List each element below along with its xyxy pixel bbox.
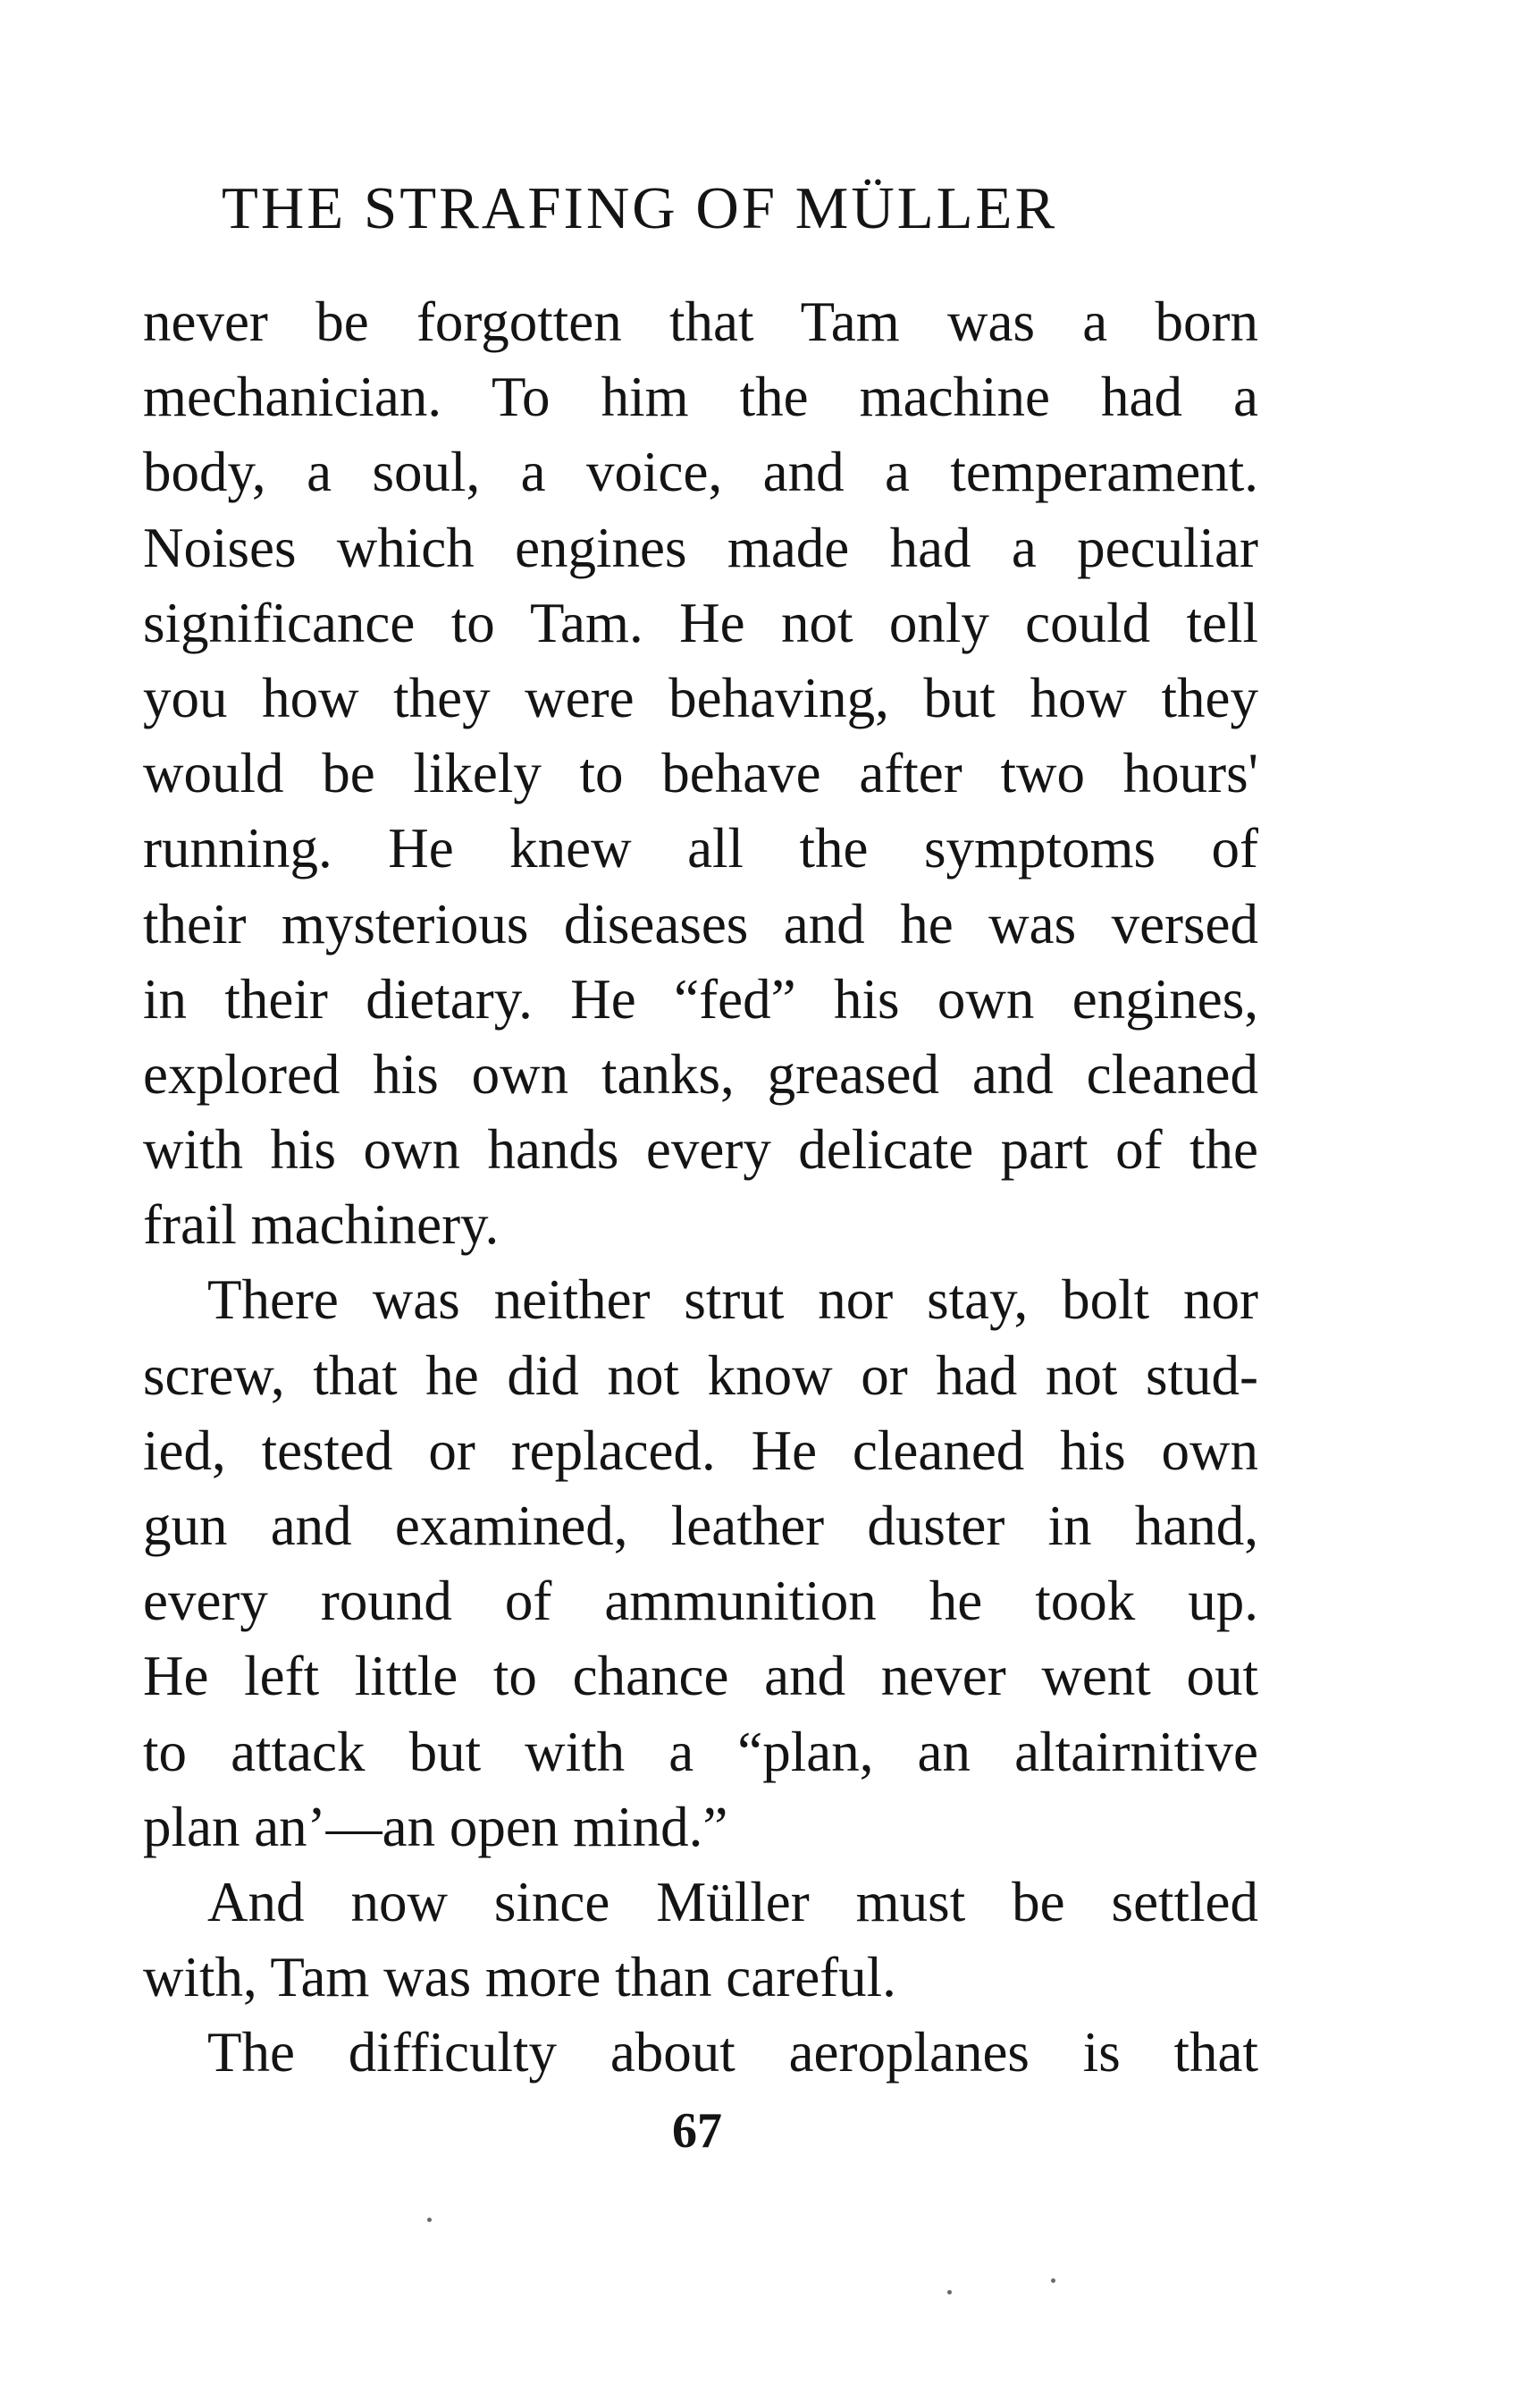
text-line: their mysterious diseases and he was versed [143,892,1258,956]
running-head: THE STRAFING OF MÜLLER [222,175,1058,241]
text-line: Noises which engines made had a peculiar [143,516,1258,579]
text-line: screw, that he did not know or had not stud- [143,1343,1258,1407]
text-line: explored his own tanks, greased and cleaned [143,1042,1258,1106]
text-line: to attack but with a “plan, an altairnitive [143,1720,1258,1783]
paper-speck [1051,2278,1055,2283]
text-line: every round of ammunition he took up. [143,1570,1258,1633]
text-line: body, a soul, a voice, and a temperament. [143,441,1258,504]
paragraph-start-line: The difficulty about aeroplanes is that [207,2021,1258,2084]
text-line: never be forgotten that Tam was a born [143,290,1258,353]
text-line: mechanician. To him the machine had a [143,366,1258,429]
paragraph-end-line: with, Tam was more than careful. [143,1946,896,2009]
page-number: 67 [672,2103,722,2159]
paragraph-end-line: frail machinery. [143,1193,500,1257]
paper-speck [427,2218,432,2222]
paragraph-start-line: And now since Müller must be settled [207,1870,1258,1933]
paragraph-start-line: There was neither strut nor stay, bolt nor [207,1268,1258,1332]
text-line: significance to Tam. He not only could tell [143,591,1258,654]
text-line: in their dietary. He “fed” his own engines, [143,967,1258,1031]
text-line: you how they were behaving, but how they [143,666,1258,729]
paragraph-end-line: plan an’—an open mind.” [143,1795,728,1858]
text-line: ied, tested or replaced. He cleaned his own [143,1419,1258,1482]
text-line: would be likely to behave after two hours' [143,742,1258,805]
text-line: gun and examined, leather duster in hand, [143,1494,1258,1557]
paper-speck [947,2290,952,2294]
text-line: with his own hands every delicate part of the [143,1118,1258,1182]
body-text [143,284,1258,2091]
text-line: He left little to chance and never went out [143,1645,1258,1708]
text-line: running. He knew all the symptoms of [143,817,1258,880]
